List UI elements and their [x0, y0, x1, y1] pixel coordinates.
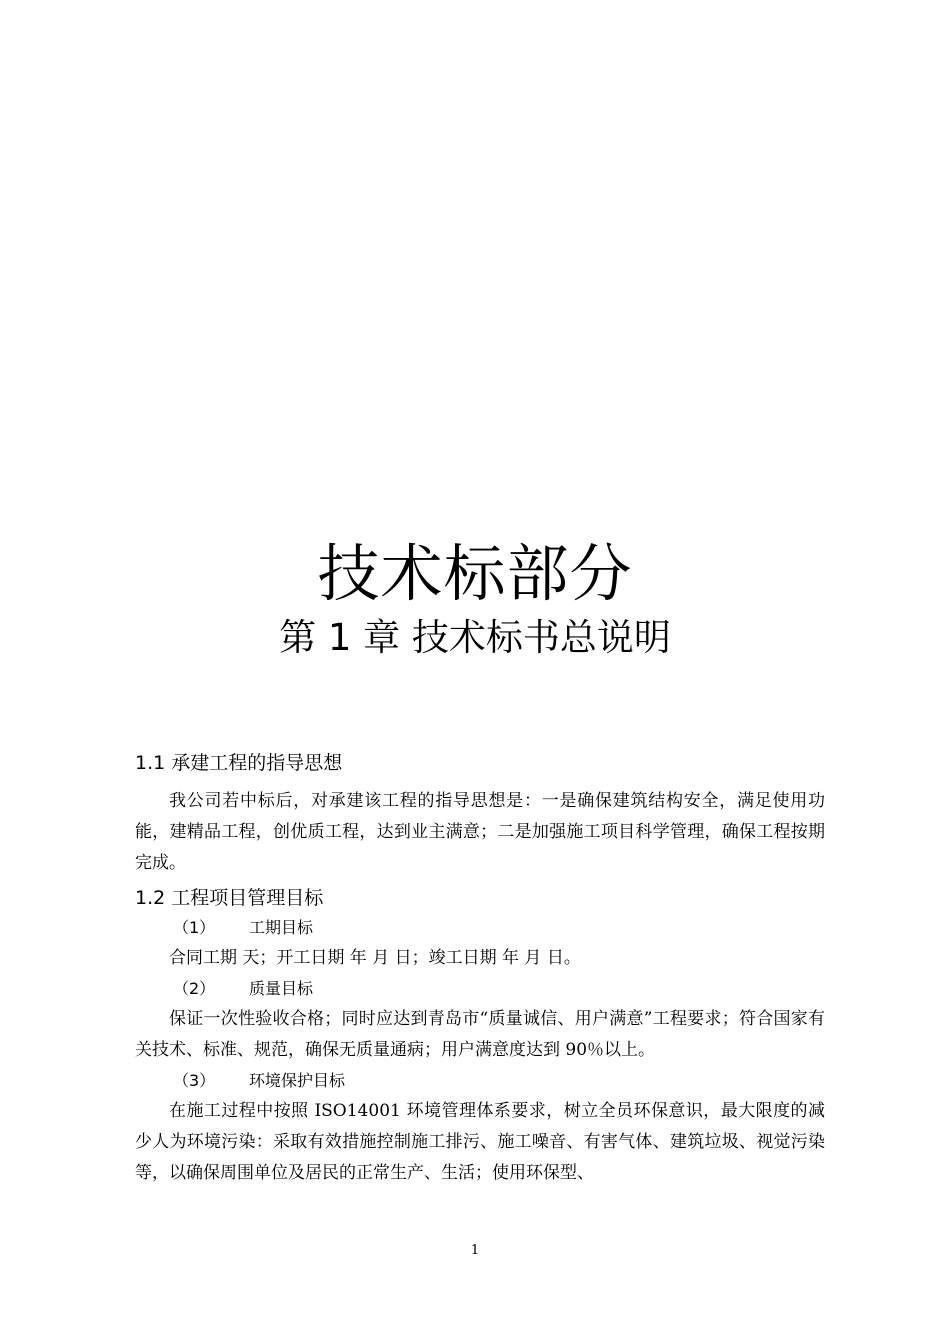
subsection-heading-schedule — [135, 913, 825, 943]
subsection-number: （3） — [173, 1071, 216, 1090]
subsection-heading-quality — [135, 974, 825, 1004]
chapter-title: 第 1 章 技术标书总说明 — [279, 616, 671, 659]
document-body — [135, 748, 825, 1189]
subsection-title: 工期目标 — [249, 918, 314, 937]
subsection-number: （2） — [173, 979, 216, 998]
subsection-paragraph-schedule: 合同工期 天；开工日期 年 月 日；竣工日期 年 月 日。 — [169, 948, 581, 968]
section-heading-1-2: 1.2 工程项目管理目标 — [135, 887, 324, 909]
subsection-number: （1） — [173, 918, 216, 937]
section-paragraph-1-1: 我公司若中标后，对承建该工程的指导思想是：一是确保建筑结构安全，满足使用功能，建精品工程，创优质工程，达到业主满意；二是加强施工项目科学管理，确保工程按期完成。 — [135, 791, 825, 873]
page-number: 1 — [470, 1243, 480, 1258]
subsection-heading-environment — [135, 1066, 825, 1096]
main-title: 技术标部分 — [317, 537, 633, 610]
subsection-title: 质量目标 — [249, 979, 314, 998]
subsection-paragraph-quality: 保证一次性验收合格；同时应达到青岛市“质量诚信、用户满意”工程要求；符合国家有关技术、标准、规范，确保无质量通病；用户满意度达到 90％以上。 — [135, 1009, 825, 1060]
subsection-title: 环境保护目标 — [249, 1071, 346, 1090]
section-heading-1-1: 1.1 承建工程的指导思想 — [135, 752, 343, 774]
subsection-paragraph-environment: 在施工过程中按照 ISO14001 环境管理体系要求，树立全员环保意识，最大限度的减少人为环境污染：采取有效措施控制施工排污、施工噪音、有害气体、建筑垃圾、视觉污染等，以确保周围单位及居民的正常生产、生活；使用环保型、 — [135, 1101, 825, 1183]
